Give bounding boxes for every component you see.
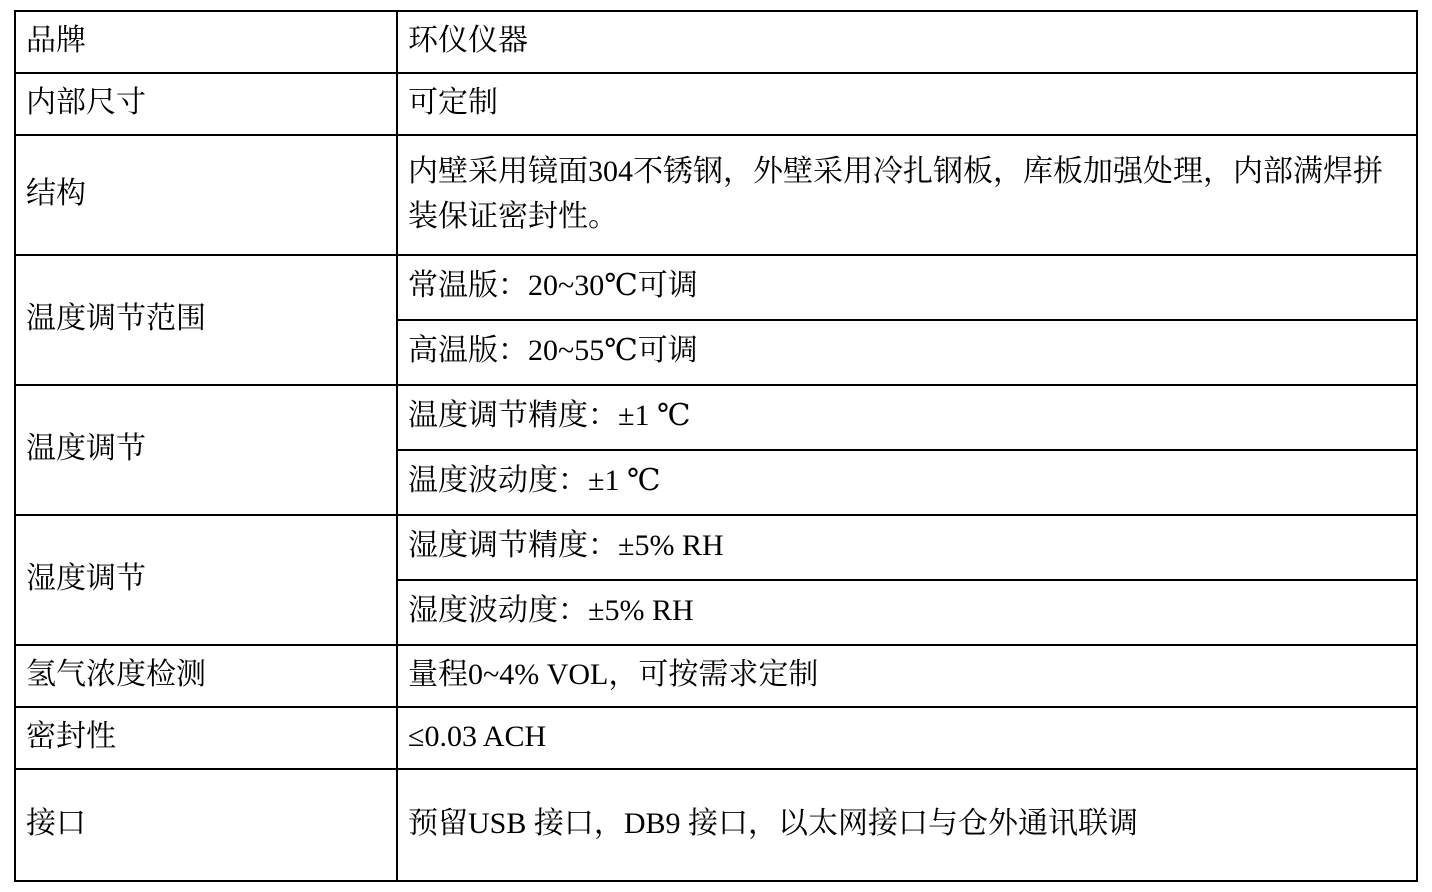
table-row <box>15 73 1417 135</box>
interface-text: 预留USB 接口，DB9 接口，以太网接口与仓外通讯联调 <box>408 807 1139 841</box>
table-row <box>15 515 1417 580</box>
row-label-internal-size: 内部尺寸 <box>15 73 397 135</box>
row-value-humidity-fluctuation: 湿度波动度：±5% RH <box>397 580 1417 645</box>
row-label-hydrogen-detection: 氢气浓度检测 <box>15 645 397 707</box>
row-label-temperature-control: 温度调节 <box>15 385 397 515</box>
row-value-brand: 环仪仪器 <box>397 11 1417 73</box>
structure-text: 内壁采用镜面304不锈钢，外壁采用冷扎钢板，库板加强处理，内部满焊拼装保证密封性。 <box>408 155 1383 233</box>
table-row <box>15 707 1417 769</box>
row-value-temperature-accuracy: 温度调节精度：±1 ℃ <box>397 385 1417 450</box>
row-value-airtightness: ≤0.03 ACH <box>397 707 1417 769</box>
table-row <box>15 135 1417 255</box>
specification-table <box>14 10 1418 882</box>
row-value-interface <box>397 769 1417 881</box>
row-value-temperature-fluctuation: 温度波动度：±1 ℃ <box>397 450 1417 515</box>
table-row <box>15 769 1417 881</box>
row-label-brand: 品牌 <box>15 11 397 73</box>
row-value-temperature-range-normal: 常温版：20~30℃可调 <box>397 255 1417 320</box>
row-value-hydrogen-detection: 量程0~4% VOL，可按需求定制 <box>397 645 1417 707</box>
table-row <box>15 255 1417 320</box>
row-label-humidity-control: 湿度调节 <box>15 515 397 645</box>
table-row <box>15 385 1417 450</box>
row-value-temperature-range-high: 高温版：20~55℃可调 <box>397 320 1417 385</box>
row-value-internal-size: 可定制 <box>397 73 1417 135</box>
table-row <box>15 645 1417 707</box>
table-row <box>15 11 1417 73</box>
row-label-temperature-range: 温度调节范围 <box>15 255 397 385</box>
row-label-airtightness: 密封性 <box>15 707 397 769</box>
row-label-interface: 接口 <box>15 769 397 881</box>
row-label-structure: 结构 <box>15 135 397 255</box>
row-value-humidity-accuracy: 湿度调节精度：±5% RH <box>397 515 1417 580</box>
row-value-structure <box>397 135 1417 255</box>
